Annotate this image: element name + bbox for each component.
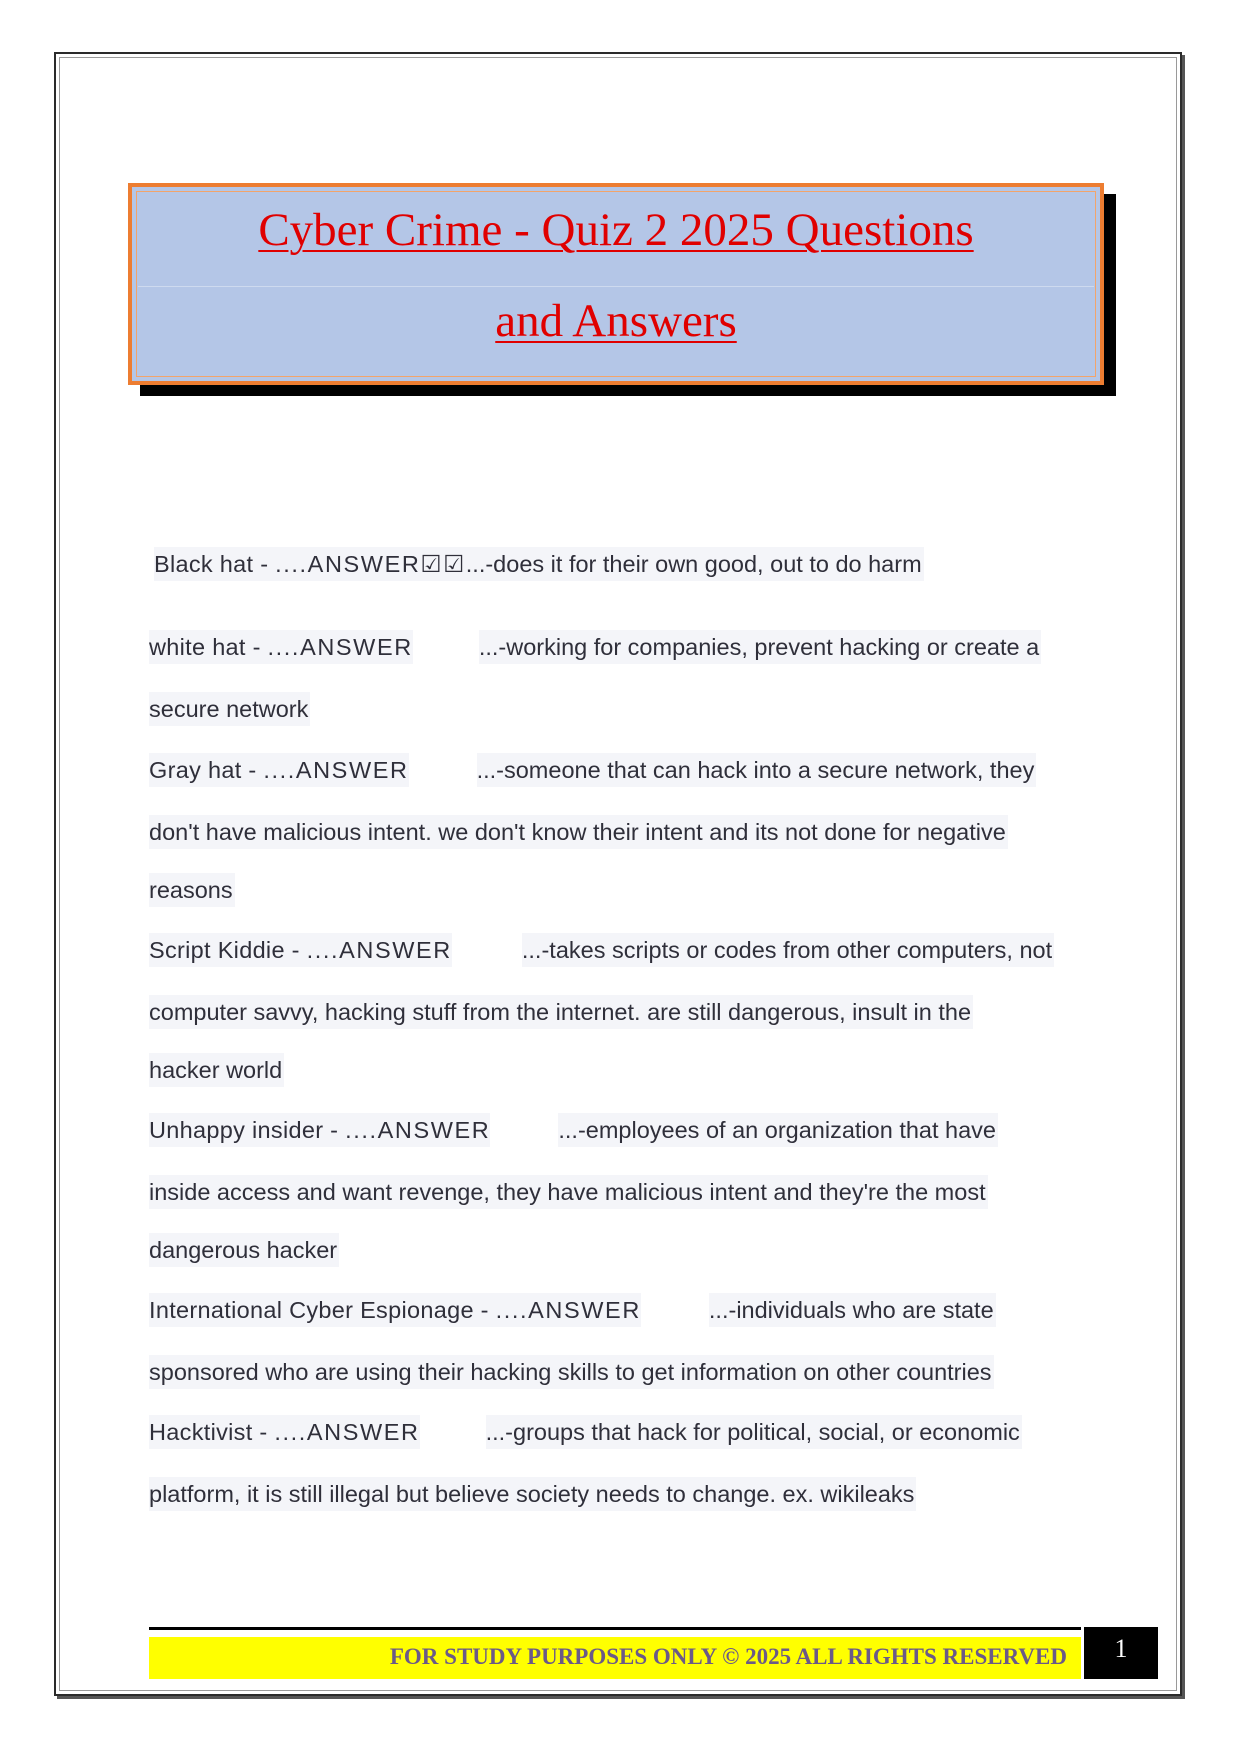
qa-entry-black-hat <box>154 547 924 581</box>
entry-continuation-line: sponsored who are using their hacking skills to get information on other countries <box>149 1355 994 1389</box>
entry-continuation-line: platform, it is still illegal but believe society needs to change. ex. wikileaks <box>149 1477 916 1511</box>
answer-gap <box>420 1415 486 1449</box>
entry-answer-label: ....ANSWER <box>263 757 409 783</box>
footer-copyright-text: FOR STUDY PURPOSES ONLY © 2025 ALL RIGHTS RESERVED <box>389 1644 1067 1669</box>
entry-continuation-line: dangerous hacker <box>149 1233 339 1267</box>
entry-answer-text: ...-individuals who are state <box>708 1297 994 1323</box>
answer-gap <box>409 753 477 787</box>
answer-gap <box>641 1293 709 1327</box>
entry-answer-text: ...-employees of an organization that have <box>558 1117 997 1143</box>
qa-entry-unhappy-insider <box>149 1113 998 1147</box>
qa-entry-gray-hat <box>149 753 1036 787</box>
entry-continuation-line: reasons <box>149 873 235 907</box>
entry-continuation-line: secure network <box>149 692 310 726</box>
footer-bar <box>149 1637 1081 1679</box>
entry-answer-text: ...-someone that can hack into a secure network, they <box>476 757 1035 783</box>
entry-term: International Cyber Espionage - <box>149 1297 496 1323</box>
entry-answer-label: ....ANSWER <box>274 1419 420 1445</box>
page-number: 1 <box>1084 1627 1158 1679</box>
entry-answer-text: ...-does it for their own good, out to do harm <box>465 551 922 577</box>
entry-answer-label: ....ANSWER <box>495 1297 641 1323</box>
entry-answer-text: ...-takes scripts or codes from other computers, not <box>521 937 1053 963</box>
entry-term: white hat - <box>149 634 268 660</box>
entry-continuation-line: inside access and want revenge, they have malicious intent and they're the most <box>149 1175 988 1209</box>
entry-answer-text: ...-groups that hack for political, social, or economic <box>485 1419 1020 1445</box>
entry-term: Unhappy insider - <box>149 1117 346 1143</box>
answer-gap <box>490 1113 558 1147</box>
footer-rule <box>149 1627 1081 1630</box>
entry-term: Gray hat - <box>149 757 264 783</box>
qa-entry-hacktivist <box>149 1415 1022 1449</box>
entry-answer-label: ....ANSWER <box>306 937 452 963</box>
qa-entry-international-cyber-espionage <box>149 1293 996 1327</box>
entry-continuation-line: don't have malicious intent. we don't know their intent and its not done for negative <box>149 815 1008 849</box>
answer-gap <box>413 630 479 664</box>
title-box-divider <box>138 286 1094 287</box>
document-title-line-1: Cyber Crime - Quiz 2 2025 Questions <box>258 204 974 256</box>
document-title-line-2: and Answers <box>495 295 737 347</box>
qa-entry-script-kiddie <box>149 933 1054 967</box>
entry-term: Black hat - <box>154 551 276 577</box>
entry-continuation-line: computer savvy, hacking stuff from the internet. are still dangerous, insult in the <box>149 995 973 1029</box>
entry-continuation-line: hacker world <box>149 1053 284 1087</box>
entry-answer-label: ....ANSWER <box>267 634 413 660</box>
entry-answer-label: ....ANSWER <box>345 1117 491 1143</box>
entry-answer-label: ....ANSWER☑☑ <box>275 551 466 577</box>
entry-answer-text: ...-working for companies, prevent hacking or create a <box>478 634 1040 660</box>
title-box <box>128 183 1104 385</box>
answer-gap <box>452 933 522 967</box>
qa-entry-white-hat <box>149 630 1041 664</box>
entry-term: Hacktivist - <box>149 1419 275 1445</box>
entry-term: Script Kiddie - <box>149 937 307 963</box>
